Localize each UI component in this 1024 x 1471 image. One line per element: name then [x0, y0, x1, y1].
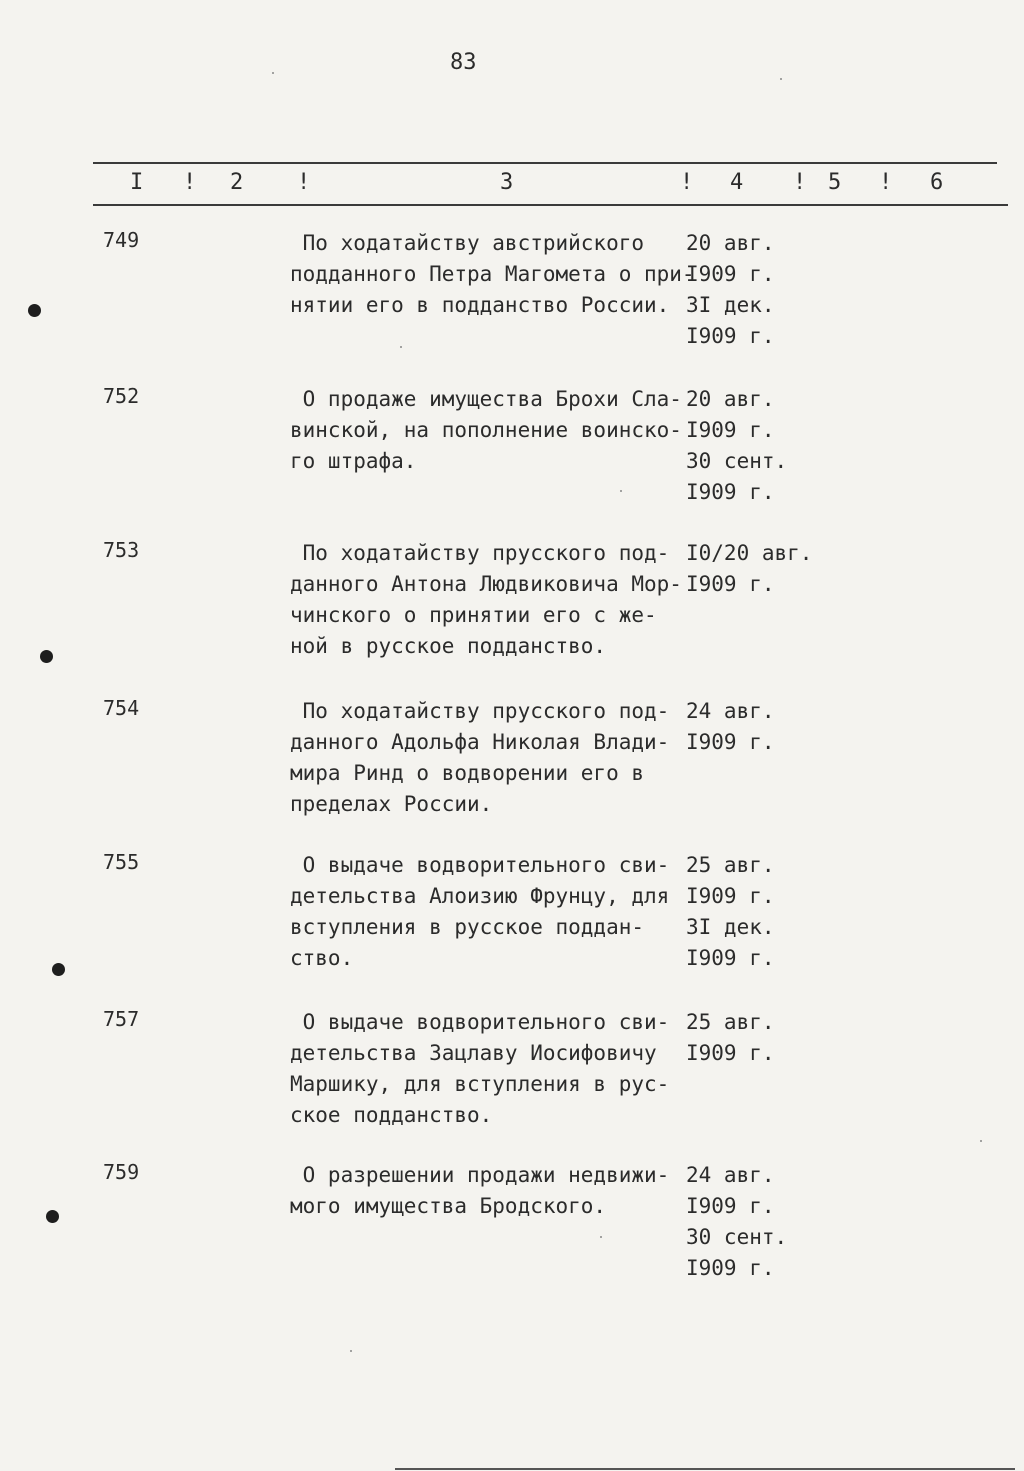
description-line: чинского о принятии его с же-: [290, 603, 657, 627]
case-number: 757: [103, 1007, 140, 1031]
date-line: 25 авг.: [686, 1010, 775, 1034]
column-header-3: 3: [500, 170, 514, 195]
date-line: I909 г.: [686, 572, 775, 596]
description-line: данного Адольфа Николая Влади-: [290, 730, 670, 754]
case-dates: [686, 384, 787, 508]
date-line: I909 г.: [686, 1041, 775, 1065]
description-line: подданного Петра Магомета о при-: [290, 262, 695, 286]
punch-hole-mark: [46, 1210, 59, 1223]
column-separator: !: [183, 170, 197, 195]
description-line: детельства Алоизию Фрунцу, для: [290, 884, 670, 908]
description-line: го штрафа.: [290, 449, 417, 473]
description-line: ной в русское подданство.: [290, 634, 607, 658]
case-description: [290, 538, 682, 662]
description-line: ство.: [290, 946, 354, 970]
description-line: По ходатайству австрийского: [290, 231, 645, 255]
case-number: 752: [103, 384, 140, 408]
case-dates: [686, 538, 812, 600]
scan-speck: [600, 1236, 602, 1238]
description-line: ское подданство.: [290, 1103, 493, 1127]
column-header-4: 4: [730, 170, 744, 195]
case-description: [290, 1160, 669, 1222]
case-number: 755: [103, 850, 140, 874]
date-line: I909 г.: [686, 262, 775, 286]
date-line: I909 г.: [686, 324, 775, 348]
date-line: 3I дек.: [686, 915, 775, 939]
case-description: [290, 850, 669, 974]
date-line: 30 сент.: [686, 449, 788, 473]
date-line: I909 г.: [686, 884, 775, 908]
date-line: I909 г.: [686, 480, 775, 504]
column-separator: !: [297, 170, 311, 195]
case-dates: [686, 1007, 775, 1069]
column-header-5: 5: [828, 170, 842, 195]
description-line: мира Ринд о водворении его в: [290, 761, 645, 785]
description-line: По ходатайству прусского под-: [290, 699, 670, 723]
date-line: 30 сент.: [686, 1225, 788, 1249]
scan-speck: [272, 72, 274, 74]
case-number: 759: [103, 1160, 140, 1184]
date-line: I909 г.: [686, 1194, 775, 1218]
date-line: 25 авг.: [686, 853, 775, 877]
description-line: Маршику, для вступления в рус-: [290, 1072, 670, 1096]
description-line: винской, на пополнение воинско-: [290, 418, 682, 442]
scan-speck: [400, 346, 402, 348]
scan-speck: [980, 1140, 982, 1142]
case-description: [290, 228, 695, 321]
description-line: О выдаче водворительного сви-: [290, 853, 670, 877]
scan-speck: [620, 490, 622, 492]
description-line: По ходатайству прусского под-: [290, 541, 670, 565]
date-line: 20 авг.: [686, 387, 775, 411]
case-number: 749: [103, 228, 140, 252]
case-dates: [686, 228, 775, 352]
case-description: [290, 696, 669, 820]
case-dates: [686, 1160, 787, 1284]
column-header-1: I: [130, 170, 144, 195]
punch-hole-mark: [28, 304, 41, 317]
date-line: 3I дек.: [686, 293, 775, 317]
case-dates: [686, 850, 775, 974]
column-separator: !: [879, 170, 893, 195]
column-header-2: 2: [230, 170, 244, 195]
description-line: детельства Зацлаву Иосифовичу: [290, 1041, 657, 1065]
table-header-rule: [93, 204, 1008, 206]
column-separator: !: [793, 170, 807, 195]
punch-hole-mark: [40, 650, 53, 663]
description-line: О разрешении продажи недвижи-: [290, 1163, 670, 1187]
date-line: 24 авг.: [686, 699, 775, 723]
punch-hole-mark: [52, 963, 65, 976]
scan-speck: [350, 1350, 352, 1352]
description-line: нятии его в подданство России.: [290, 293, 670, 317]
column-separator: !: [680, 170, 694, 195]
description-line: мого имущества Бродского.: [290, 1194, 607, 1218]
scan-speck: [780, 78, 782, 80]
description-line: данного Антона Людвиковича Мор-: [290, 572, 682, 596]
date-line: 20 авг.: [686, 231, 775, 255]
page-bottom-rule: [395, 1468, 1015, 1470]
date-line: I909 г.: [686, 418, 775, 442]
case-number: 754: [103, 696, 140, 720]
description-line: пределах России.: [290, 792, 493, 816]
date-line: I909 г.: [686, 730, 775, 754]
column-header-6: 6: [930, 170, 944, 195]
date-line: I909 г.: [686, 1256, 775, 1280]
date-line: I909 г.: [686, 946, 775, 970]
description-line: О продаже имущества Брохи Сла-: [290, 387, 682, 411]
page-number: 83: [450, 50, 477, 75]
date-line: 24 авг.: [686, 1163, 775, 1187]
case-dates: [686, 696, 775, 758]
case-number: 753: [103, 538, 140, 562]
case-description: [290, 384, 682, 477]
date-line: I0/20 авг.: [686, 541, 813, 565]
description-line: вступления в русское поддан-: [290, 915, 645, 939]
description-line: О выдаче водворительного сви-: [290, 1010, 670, 1034]
table-top-rule: [93, 162, 997, 164]
case-description: [290, 1007, 669, 1131]
